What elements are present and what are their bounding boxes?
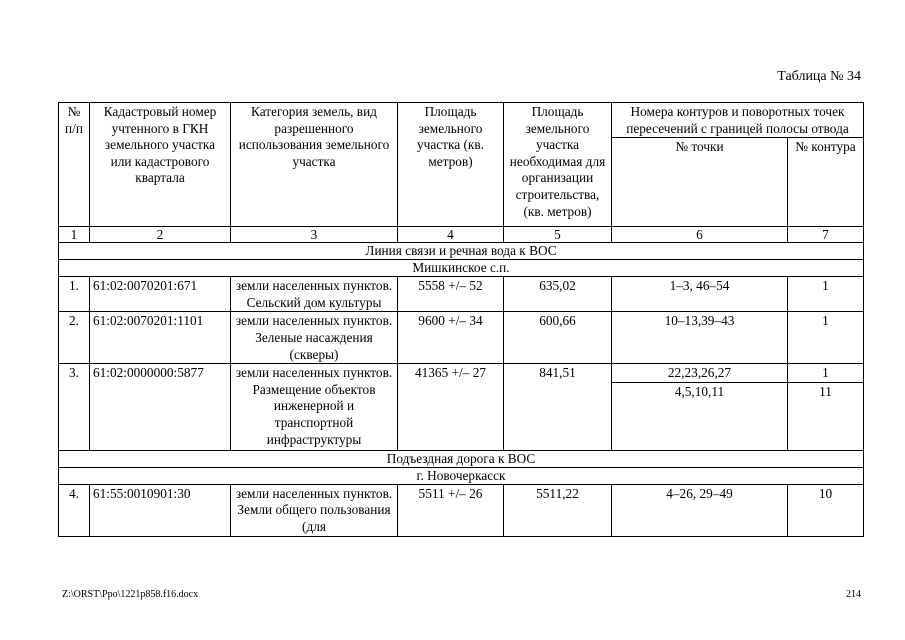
plot-area: 41365 +/– 27: [398, 364, 504, 451]
contour-number: 1: [788, 364, 864, 383]
column-number: 4: [398, 227, 504, 243]
plot-area: 5511 +/– 26: [398, 484, 504, 536]
column-numbers-row: [59, 227, 864, 243]
section-row: [59, 450, 864, 467]
section-subtitle: г. Новочеркасск: [59, 467, 864, 484]
row-number: 4.: [59, 484, 90, 536]
cadastral-number: 61:02:0070201:1101: [90, 312, 231, 364]
section-title: Линия связи и речная вода к ВОС: [59, 243, 864, 260]
point-numbers: 1–3, 46–54: [612, 277, 788, 312]
point-numbers: 22,23,26,27: [612, 364, 788, 383]
header-construction-area: Площадь земельного участка необходимая для организации строительства, (кв. метров): [504, 103, 612, 227]
column-number: 7: [788, 227, 864, 243]
row-number: 2.: [59, 312, 90, 364]
section-row: [59, 243, 864, 260]
land-category: земли населенных пунктов. Сельский дом культуры: [231, 277, 398, 312]
header-land-category: Категория земель, вид разрешенного использования земельного участка: [231, 103, 398, 227]
land-category: земли населенных пунктов. Земли общего пользования (для: [231, 484, 398, 536]
construction-area: 5511,22: [504, 484, 612, 536]
contour-number: 10: [788, 484, 864, 536]
point-numbers: 10–13,39–43: [612, 312, 788, 364]
section-subtitle: Мишкинское с.п.: [59, 260, 864, 277]
table-row: [59, 364, 864, 383]
section-title: Подъездная дорога к ВОС: [59, 450, 864, 467]
row-number: 1.: [59, 277, 90, 312]
plot-area: 9600 +/– 34: [398, 312, 504, 364]
row-number: 3.: [59, 364, 90, 451]
footer-file-path: Z:\ORST\Ppo\1221p858.f16.docx: [62, 589, 199, 600]
header-cadastral-number: Кадастровый номер учтенного в ГКН земельного участка или кадастрового квартала: [90, 103, 231, 227]
table-row: [59, 484, 864, 536]
construction-area: 635,02: [504, 277, 612, 312]
section-row: [59, 260, 864, 277]
cadastral-number: 61:02:0070201:671: [90, 277, 231, 312]
plot-area: 5558 +/– 52: [398, 277, 504, 312]
land-category: земли населенных пунктов. Размещение объектов инженерной и транспортной инфраструктуры: [231, 364, 398, 451]
header-point-number: № точки: [612, 138, 788, 227]
table-row: [59, 277, 864, 312]
contour-number: 1: [788, 312, 864, 364]
table-row: [59, 312, 864, 364]
column-number: 1: [59, 227, 90, 243]
land-category: земли населенных пунктов. Зеленые насаждения (скверы): [231, 312, 398, 364]
section-row: [59, 467, 864, 484]
table-header-row: [59, 103, 864, 138]
cadastral-number: 61:02:0000000:5877: [90, 364, 231, 451]
contour-number: 1: [788, 277, 864, 312]
point-numbers: 4–26, 29–49: [612, 484, 788, 536]
header-plot-area: Площадь земельного участка (кв. метров): [398, 103, 504, 227]
construction-area: 600,66: [504, 312, 612, 364]
table-caption: Таблица № 34: [777, 69, 861, 84]
column-number: 2: [90, 227, 231, 243]
column-number: 6: [612, 227, 788, 243]
land-plots-table: [58, 102, 864, 537]
header-number: № п/п: [59, 103, 90, 227]
contour-number: 11: [788, 382, 864, 450]
header-contour-number: № контура: [788, 138, 864, 227]
header-contours-points: Номера контуров и поворотных точек пересечений с границей полосы отвода: [612, 103, 864, 138]
cadastral-number: 61:55:0010901:30: [90, 484, 231, 536]
footer-page-number: 214: [846, 589, 861, 600]
point-numbers: 4,5,10,11: [612, 382, 788, 450]
column-number: 5: [504, 227, 612, 243]
column-number: 3: [231, 227, 398, 243]
construction-area: 841,51: [504, 364, 612, 451]
